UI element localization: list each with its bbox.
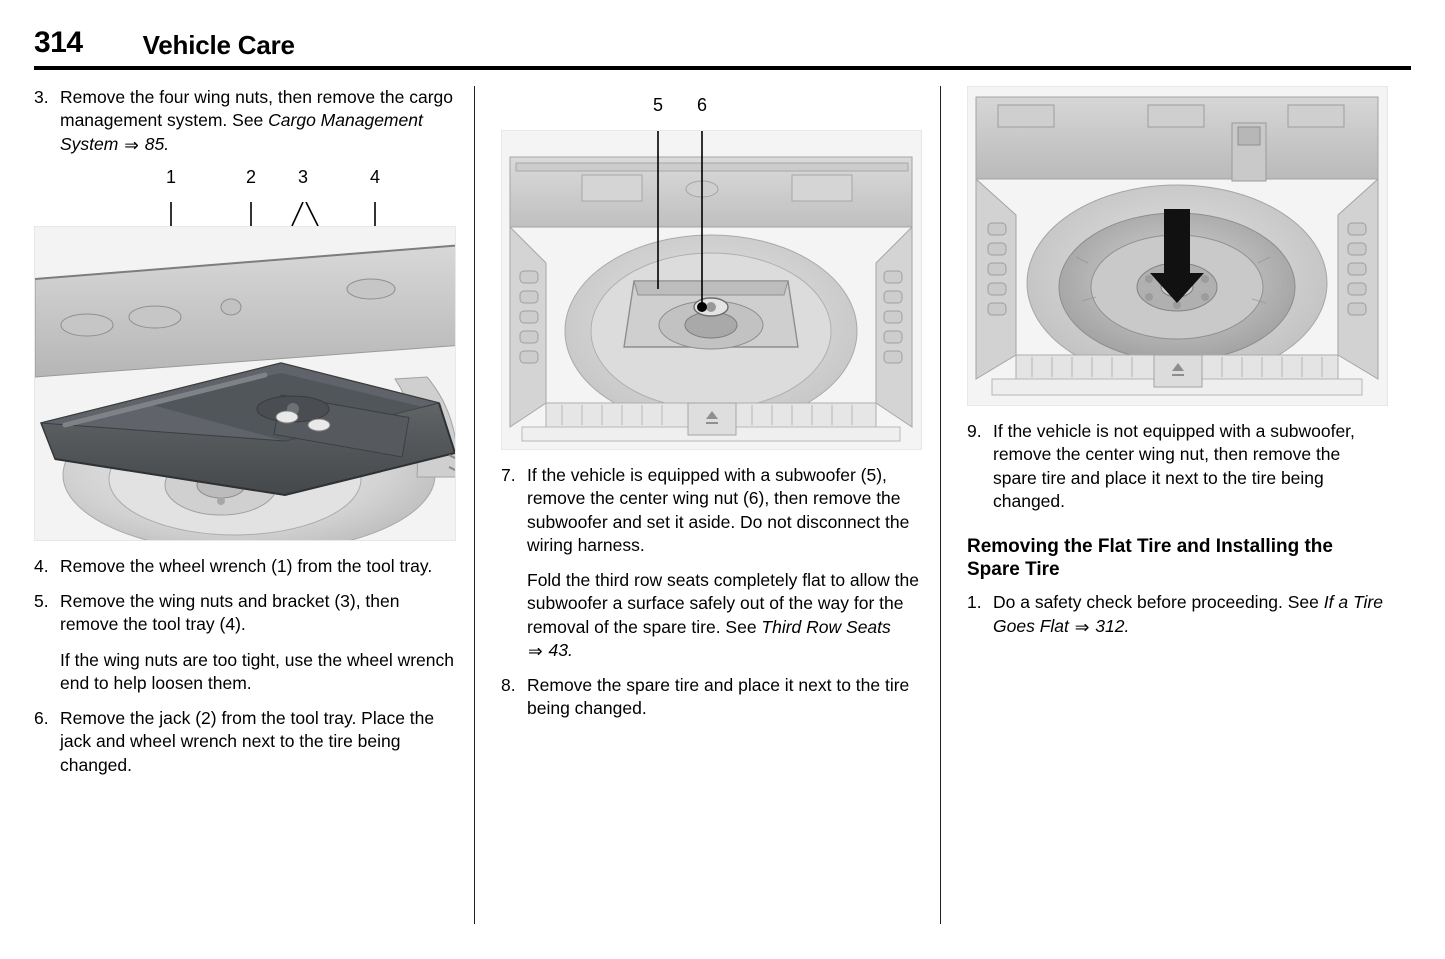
figure-image-subwoofer — [501, 130, 922, 450]
step-text: Remove the jack (2) from the tool tray. Place the jack and wheel wrench next to the tire being changed. — [60, 708, 435, 775]
section-heading: Removing the Flat Tire and Installing the Spare Tire — [967, 536, 1333, 581]
step-number: 5. — [34, 591, 49, 612]
step-number: 8. — [501, 675, 516, 696]
step-note: Fold the third row seats completely flat to allow the subwoofer a surface safely out of the way for the removal of the spare tire. See Third Row Seats ⇒ 43. — [527, 569, 922, 662]
list-item — [34, 707, 456, 777]
figure-callouts — [34, 168, 456, 202]
page-reference: ⇒ 85. — [123, 134, 169, 154]
callout-label-2: 2 — [246, 166, 257, 187]
cross-reference-title: If a Tire Goes Flat — [993, 592, 1383, 636]
callout-label-1: 1 — [166, 166, 177, 187]
step-text: Remove the spare tire and place it next to the tire being changed. — [527, 675, 910, 719]
step-number: 7. — [501, 465, 516, 485]
column-2 — [474, 86, 940, 924]
page-ref-icon: ⇒ — [1074, 616, 1090, 637]
spare-tire-subwoofer-figure — [501, 96, 922, 450]
step-text: Do a safety check before proceeding. See If a Tire Goes Flat ⇒ 312. — [993, 591, 1388, 638]
spare-tire-no-subwoofer-figure — [967, 86, 1388, 406]
column-3 — [940, 86, 1406, 924]
step-text: Remove the four wing nuts, then remove the cargo management system. See Cargo Management System ⇒ 85. — [60, 86, 456, 156]
list-item — [34, 555, 456, 578]
page-ref-icon: ⇒ — [124, 134, 139, 155]
page-number: 314 — [34, 26, 83, 59]
list-item — [501, 464, 922, 557]
page-columns — [34, 86, 1411, 924]
page-ref-icon: ⇒ — [528, 640, 543, 661]
list-item — [967, 420, 1388, 513]
step-number: 3. — [34, 87, 49, 107]
step-text: Remove the wing nuts and bracket (3), then remove the tool tray (4). — [60, 591, 400, 635]
page-title: Vehicle Care — [142, 30, 295, 60]
callout-label-6: 6 — [697, 95, 708, 115]
step-number: 6. — [34, 708, 49, 729]
page-reference: ⇒ 43. — [527, 640, 573, 660]
step-number: 4. — [34, 555, 49, 576]
figure-image-spare-tire — [967, 86, 1388, 406]
step-number: 1. — [967, 592, 982, 613]
step-text: If the vehicle is not equipped with a subwoofer, remove the center wing nut, then remove the spare tire and place it next to the tire being changed. — [993, 421, 1355, 511]
figure-image-tool-tray — [34, 226, 456, 541]
callout-leader-lines — [34, 202, 464, 226]
figure-callouts — [501, 96, 922, 130]
callout-label-5: 5 — [653, 95, 664, 115]
page-header — [34, 28, 1411, 66]
cross-reference-title: Cargo Management System — [60, 110, 423, 154]
list-item — [34, 86, 456, 156]
step-number: 9. — [967, 421, 982, 441]
list-item — [501, 674, 922, 721]
cargo-tool-tray-figure — [34, 168, 456, 541]
cross-reference-title: Third Row Seats — [761, 616, 891, 637]
step-note: If the wing nuts are too tight, use the wheel wrench end to help loosen them. — [60, 649, 454, 693]
column-1 — [34, 86, 474, 924]
list-item — [967, 591, 1388, 638]
callout-label-4: 4 — [370, 166, 381, 187]
list-item — [34, 590, 456, 637]
callout-label-3: 3 — [298, 166, 309, 187]
step-text: Remove the wheel wrench (1) from the tool tray. — [60, 555, 433, 576]
step-text: If the vehicle is equipped with a subwoofer (5), remove the center wing nut (6), then remove the subwoofer and set it aside. Do not disconnect the wiring harness. — [527, 465, 910, 555]
page-reference: ⇒ 312. — [1074, 616, 1130, 636]
header-divider — [34, 66, 1411, 70]
